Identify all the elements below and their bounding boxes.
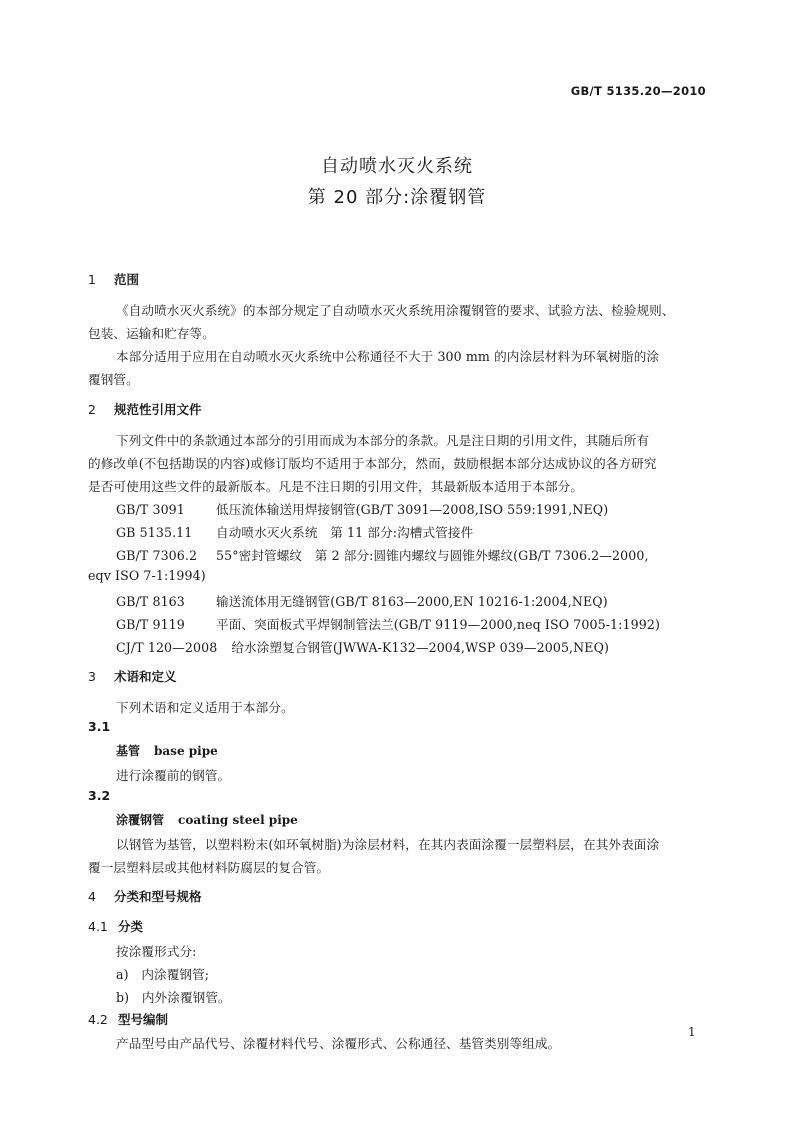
reference-item: CJ/T 120—2008 给水涂塑复合钢管(JWWA-K132—2004,WSP 039—2005,NEQ) bbox=[116, 640, 610, 655]
term-definition: 进行涂覆前的钢管。 bbox=[116, 768, 231, 783]
term-number: 3.1 bbox=[88, 719, 111, 734]
reference-item: GB 5135.11 自动喷水灭火系统 第 11 部分:沟槽式管接件 bbox=[116, 525, 474, 540]
document-subtitle: 第 20 部分:涂覆钢管 bbox=[307, 187, 487, 208]
document-title: 自动喷水灭火系统 bbox=[321, 156, 473, 177]
reference-item: GB/T 7306.2 55°密封管螺纹 第 2 部分:圆锥内螺纹与圆锥外螺纹(GB/T 7306.2—2000, bbox=[116, 548, 649, 563]
paragraph: 覆钢管。 bbox=[88, 372, 139, 387]
section-3-heading: 3 术语和定义 bbox=[88, 669, 177, 684]
paragraph: 本部分适用于应用在自动喷水灭火系统中公称通径不大于 300 mm 的内涂层材料为环氧树脂的涂 bbox=[116, 349, 660, 364]
term-heading: 涂覆钢管 coating steel pipe bbox=[116, 813, 298, 827]
term-heading: 基管 base pipe bbox=[116, 744, 218, 758]
paragraph: 包装、运输和贮存等。 bbox=[88, 326, 215, 341]
standard-number: GB/T 5135.20—2010 bbox=[570, 84, 706, 98]
subsection-4-2-heading: 4.2 型号编制 bbox=[88, 1012, 169, 1027]
reference-item: GB/T 8163 输送流体用无缝钢管(GB/T 8163—2000,EN 10216-1:2004,NEQ) bbox=[116, 594, 608, 609]
paragraph: 下列术语和定义适用于本部分。 bbox=[116, 700, 294, 715]
paragraph: 《自动喷水灭火系统》的本部分规定了自动喷水灭火系统用涂覆钢管的要求、试验方法、检验规则、 bbox=[116, 303, 675, 318]
subsection-4-1-heading: 4.1 分类 bbox=[88, 919, 144, 934]
paragraph: 按涂覆形式分: bbox=[116, 944, 197, 959]
paragraph: 产品型号由产品代号、涂覆材料代号、涂覆形式、公称通径、基管类别等组成。 bbox=[116, 1036, 561, 1051]
reference-item: GB/T 9119 平面、突面板式平焊钢制管法兰(GB/T 9119—2000,neq ISO 7005-1:1992) bbox=[116, 617, 660, 632]
list-item: a) 内涂覆钢管; bbox=[116, 967, 210, 982]
list-item: b) 内外涂覆钢管。 bbox=[116, 990, 231, 1005]
reference-item: GB/T 3091 低压流体输送用焊接钢管(GB/T 3091—2008,ISO 559:1991,NEQ) bbox=[116, 502, 609, 517]
paragraph: 下列文件中的条款通过本部分的引用而成为本部分的条款。凡是注日期的引用文件，其随后所有 bbox=[116, 433, 650, 448]
paragraph: 的修改单(不包括勘误的内容)或修订版均不适用于本部分，然而，鼓励根据本部分达成协议的各方研究 bbox=[88, 456, 657, 471]
paragraph: 是否可使用这些文件的最新版本。凡是不注日期的引用文件，其最新版本适用于本部分。 bbox=[88, 479, 584, 494]
term-number: 3.2 bbox=[88, 788, 111, 803]
page-number: 1 bbox=[688, 1025, 696, 1039]
term-definition: 覆一层塑料层或其他材料防腐层的复合管。 bbox=[88, 860, 330, 875]
section-1-heading: 1 范围 bbox=[88, 272, 140, 287]
reference-item-continuation: eqv ISO 7-1:1994) bbox=[88, 568, 206, 583]
section-2-heading: 2 规范性引用文件 bbox=[88, 402, 202, 417]
term-definition: 以钢管为基管，以塑料粉末(如环氧树脂)为涂层材料，在其内表面涂覆一层塑料层，在其外表面涂 bbox=[116, 837, 660, 852]
section-4-heading: 4 分类和型号规格 bbox=[88, 889, 202, 904]
